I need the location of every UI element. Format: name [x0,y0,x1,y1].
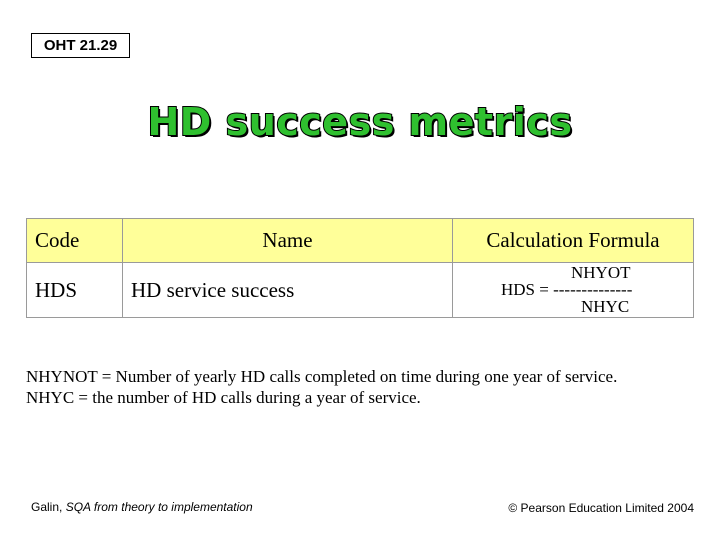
header-code: Code [27,219,123,263]
table-row [27,263,694,318]
cell-code: HDS [27,263,123,318]
slide-label: OHT 21.29 [31,33,130,58]
formula-numerator: NHYOT [571,263,631,282]
definition-nhynot: NHYNOT = Number of yearly HD calls completed on time during one year of service. [26,367,618,386]
definitions [26,366,617,408]
footer-citation [31,500,253,514]
header-name: Name [123,219,453,263]
table-header-row [27,219,694,263]
definition-nhyc: NHYC = the number of HD calls during a year of service. [26,388,421,407]
metrics-table [26,218,694,318]
footer-book-title: SQA from theory to implementation [65,500,253,514]
formula-fraction-line: HDS = -------------- [501,280,633,299]
footer-copyright: © Pearson Education Limited 2004 [508,501,694,515]
footer-author: Galin, [31,500,66,514]
cell-name: HD service success [123,263,453,318]
slide-title: HD success metrics [147,100,573,144]
formula [453,263,693,317]
formula-denominator: NHYC [581,297,630,316]
header-formula: Calculation Formula [453,219,694,263]
cell-formula [453,263,694,318]
